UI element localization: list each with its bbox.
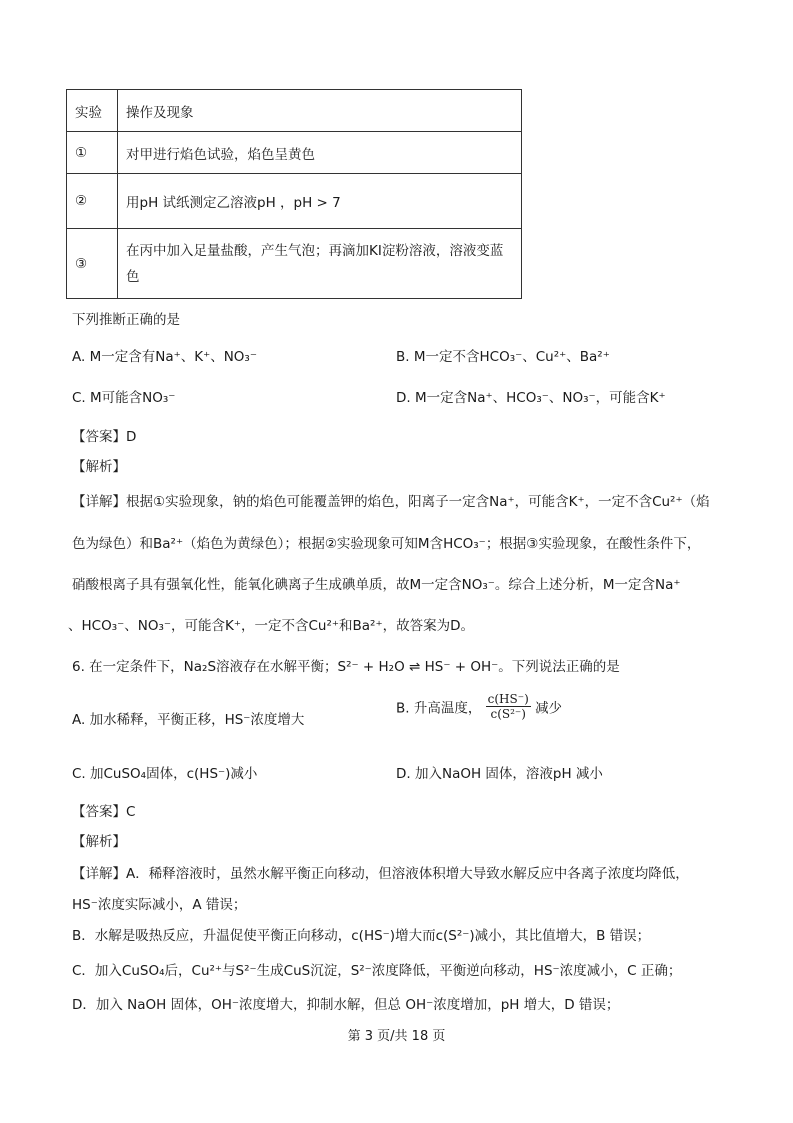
q5-detail-line: 色为绿色）和Ba²⁺（焰色为黄绿色）；根据②实验现象可知M含HCO₃⁻；根据③实验现象，在酸性条件下， [72, 536, 701, 552]
row-text: 用pH 试纸测定乙溶液pH ，pH > 7 [118, 174, 522, 229]
q5-option-c: C. M可能含NO₃⁻ [72, 390, 176, 406]
fraction-numerator: c(HS⁻) [487, 692, 529, 706]
experiment-table [66, 89, 522, 299]
row-text-line: 色 [126, 268, 140, 285]
table-row [67, 229, 522, 299]
q5-option-d: D. M一定含Na⁺、HCO₃⁻、NO₃⁻，可能含K⁺ [396, 390, 666, 406]
row-text-cell [118, 229, 522, 299]
table-header-experiment: 实验 [67, 90, 118, 132]
table-header-row [67, 90, 522, 132]
q6-answer: 【答案】C [72, 804, 136, 820]
q6-detail-line: 【详解】A．稀释溶液时，虽然水解平衡正向移动，但溶液体积增大导致水解反应中各离子浓度均降低， [72, 866, 689, 882]
fraction-denominator: c(S²⁻) [490, 707, 526, 721]
q5-option-a: A. M一定含有Na⁺、K⁺、NO₃⁻ [72, 349, 257, 365]
q6-detail-line: D．加入 NaOH 固体，OH⁻浓度增大，抑制水解，但总 OH⁻浓度增加，pH 增大，D 错误； [72, 997, 620, 1013]
q6-detail-line: B．水解是吸热反应，升温促使平衡正向移动，c(HS⁻)增大而c(S²⁻)减小，其比值增大，B 错误； [72, 928, 651, 944]
q5-detail-line: 硝酸根离子具有强氧化性，能氧化碘离子生成碘单质，故M一定含NO₃⁻。综合上述分析，M一定含Na⁺ [72, 577, 681, 593]
q5-detail-line: 【详解】根据①实验现象，钠的焰色可能覆盖钾的焰色，阳离子一定含Na⁺，可能含K⁺，一定不含Cu²⁺（焰 [72, 494, 710, 510]
row-id: ② [67, 174, 118, 229]
q5-detail-line: 、HCO₃⁻、NO₃⁻，可能含K⁺，一定不含Cu²⁺和Ba²⁺，故答案为D。 [68, 618, 474, 634]
row-id: ③ [67, 229, 118, 299]
q6-detail-line: HS⁻浓度实际减小，A 错误； [72, 897, 247, 913]
q5-stem: 下列推断正确的是 [72, 312, 180, 328]
q6-option-b-suffix: 减少 [535, 700, 563, 717]
q6-option-a: A. 加水稀释，平衡正移，HS⁻浓度增大 [72, 712, 305, 728]
q6-stem: 6. 在一定条件下，Na₂S溶液存在水解平衡；S²⁻ + H₂O ⇌ HS⁻ + OH⁻。下列说法正确的是 [72, 659, 620, 675]
q6-detail-line: C．加入CuSO₄后，Cu²⁺与S²⁻生成CuS沉淀，S²⁻浓度降低，平衡逆向移动，HS⁻浓度减小，C 正确； [72, 963, 682, 979]
row-id: ① [67, 132, 118, 174]
q6-analysis-label: 【解析】 [72, 834, 126, 850]
table-row [67, 174, 522, 229]
q6-option-d: D. 加入NaOH 固体，溶液pH 减小 [396, 766, 603, 782]
table-row [67, 132, 522, 174]
q5-answer: 【答案】D [72, 429, 137, 445]
q6-option-b-fraction [486, 692, 531, 721]
row-text-line: 在丙中加入足量盐酸，产生气泡；再滴加KI淀粉溶液，溶液变蓝 [126, 242, 504, 259]
page-footer: 第 3 页/共 18 页 [347, 1029, 446, 1044]
q6-option-b-prefix: B. 升高温度， [396, 700, 482, 717]
row-text: 对甲进行焰色试验，焰色呈黄色 [118, 132, 522, 174]
q5-option-b: B. M一定不含HCO₃⁻、Cu²⁺、Ba²⁺ [396, 349, 610, 365]
table-header-operation: 操作及现象 [118, 90, 522, 132]
q6-option-c: C. 加CuSO₄固体，c(HS⁻)减小 [72, 766, 258, 782]
q6-option-b [396, 692, 562, 721]
q5-analysis-label: 【解析】 [72, 459, 126, 475]
